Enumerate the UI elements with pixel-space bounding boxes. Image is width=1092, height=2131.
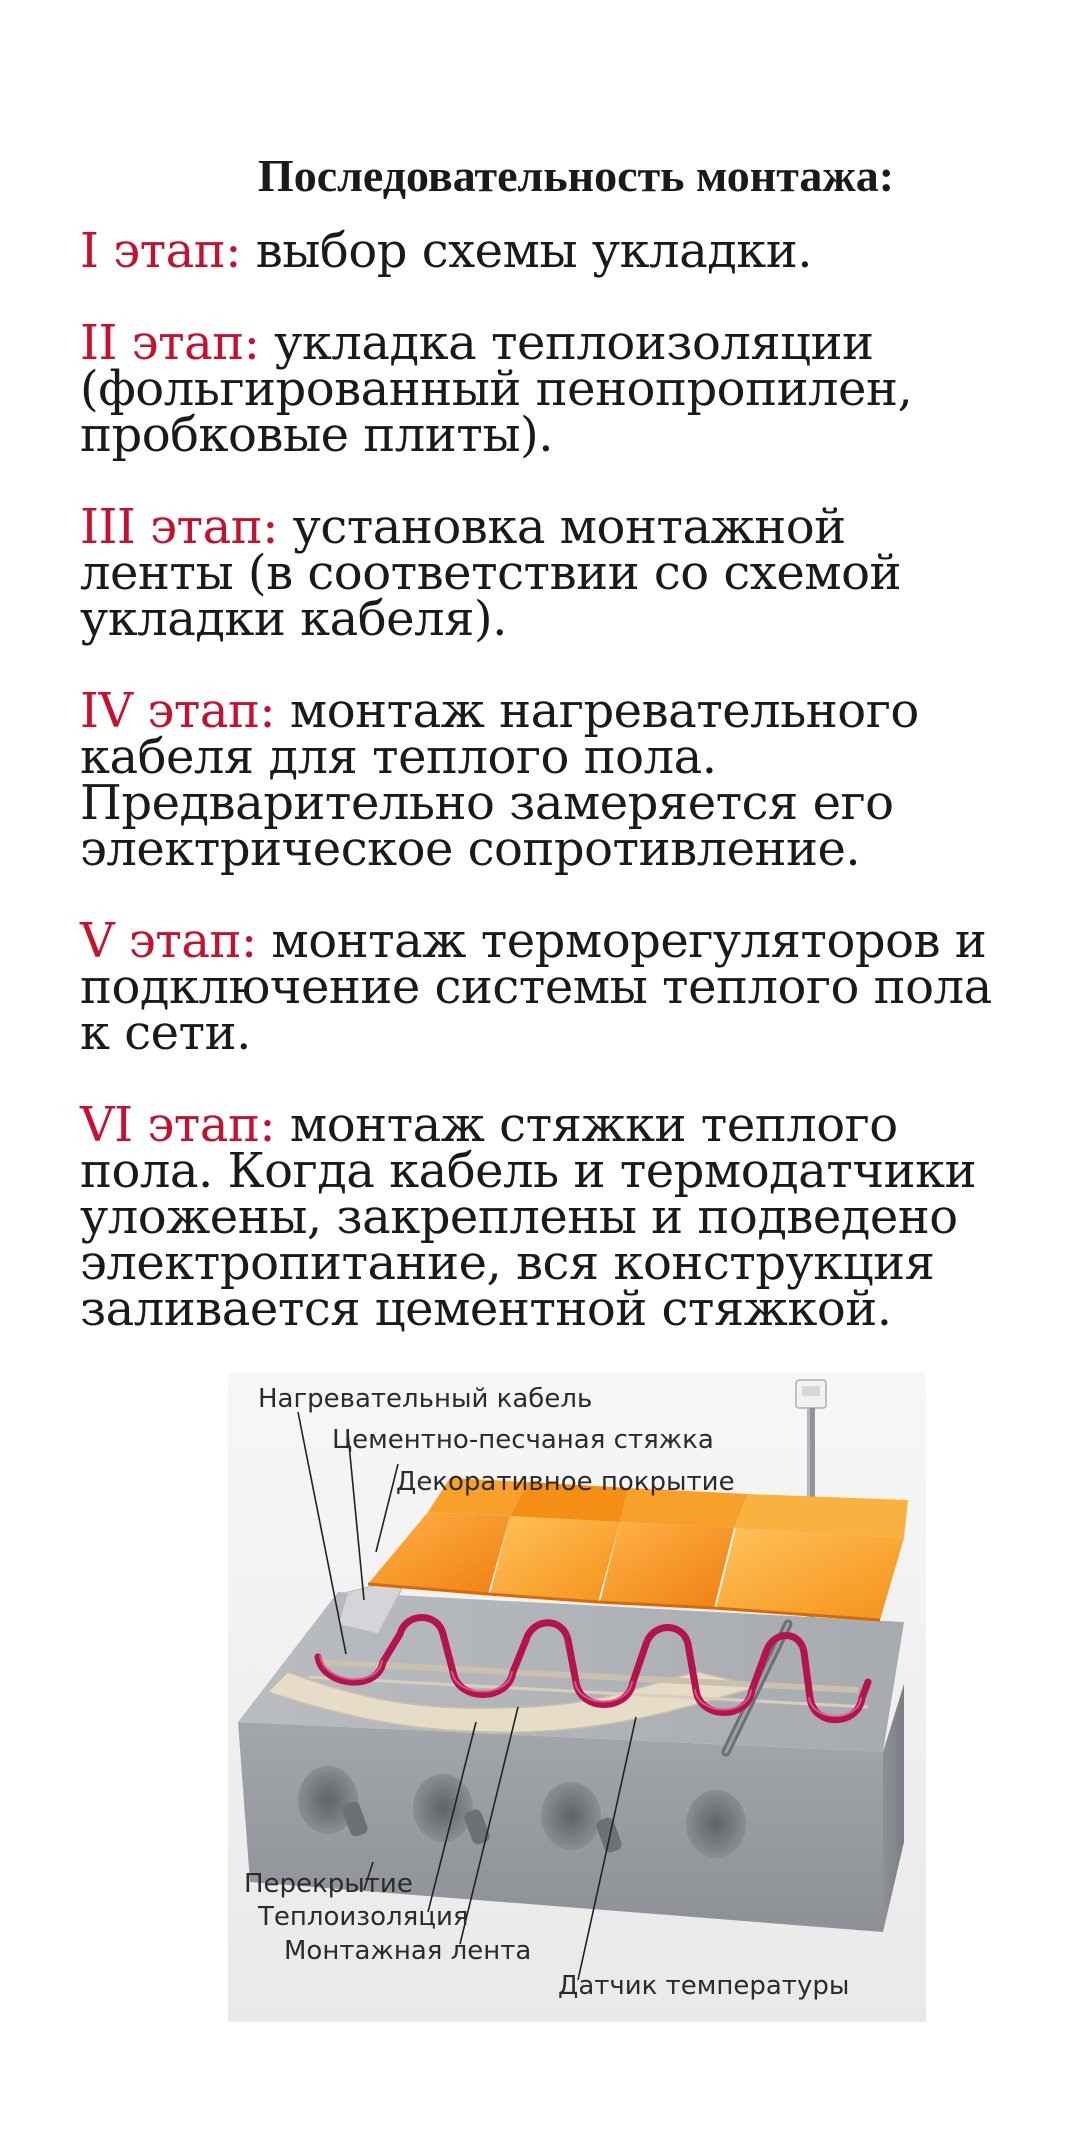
floor-heating-diagram <box>228 1372 926 2022</box>
step-text: электропитание, вся конструкция <box>80 1235 935 1291</box>
step-5 <box>80 913 1080 1061</box>
step-text: Предварительно замеряется его <box>80 775 894 831</box>
steps-list <box>80 223 1080 1378</box>
label-insulation: Теплоизоляция <box>258 1902 469 1932</box>
step-text: пробковые плиты). <box>80 407 554 463</box>
step-text: пола. Когда кабель и термодатчики <box>80 1143 977 1199</box>
step-label: V этап: <box>80 913 257 969</box>
step-text: кабеля для теплого пола. <box>80 729 717 785</box>
step-text: монтаж нагревательного <box>275 683 919 739</box>
step-text: подключение системы теплого пола <box>80 959 992 1015</box>
page-title: Последовательность монтажа: <box>257 150 895 201</box>
step-text: укладки кабеля). <box>80 591 507 647</box>
step-text: укладка теплоизоляции <box>259 315 874 371</box>
step-label: I этап: <box>80 223 241 279</box>
step-label: VI этап: <box>80 1097 276 1153</box>
label-slab: Перекрытие <box>244 1869 413 1899</box>
step-label: III этап: <box>80 499 278 555</box>
label-screed: Цементно-песчаная стяжка <box>332 1425 714 1455</box>
step-1 <box>80 223 1080 279</box>
step-2 <box>80 315 1080 463</box>
label-mounting-tape: Монтажная лента <box>284 1936 532 1966</box>
step-6 <box>80 1097 1080 1337</box>
step-4 <box>80 683 1080 877</box>
label-heating-cable: Нагревательный кабель <box>258 1384 593 1414</box>
step-3 <box>80 499 1080 647</box>
step-text: монтаж терморегуляторов и <box>256 913 987 969</box>
step-text: установка монтажной <box>277 499 846 555</box>
step-text: к сети. <box>80 1005 251 1061</box>
step-text: выбор схемы укладки. <box>240 223 813 279</box>
label-temperature-sensor: Датчик температуры <box>558 1971 850 2001</box>
step-text: уложены, закреплены и подведено <box>80 1189 958 1245</box>
floor-heating-illustration <box>228 1372 926 2022</box>
step-label: II этап: <box>80 315 260 371</box>
label-decorative-coating: Декоративное покрытие <box>396 1467 735 1497</box>
step-text: ленты (в соответствии со схемой <box>80 545 901 601</box>
step-text: монтаж стяжки теплого <box>275 1097 898 1153</box>
step-text: (фольгированный пенопропилен, <box>80 361 913 417</box>
step-label: IV этап: <box>80 683 276 739</box>
step-text: электрическое сопротивление. <box>80 821 861 877</box>
step-text: заливается цементной стяжкой. <box>80 1281 892 1337</box>
